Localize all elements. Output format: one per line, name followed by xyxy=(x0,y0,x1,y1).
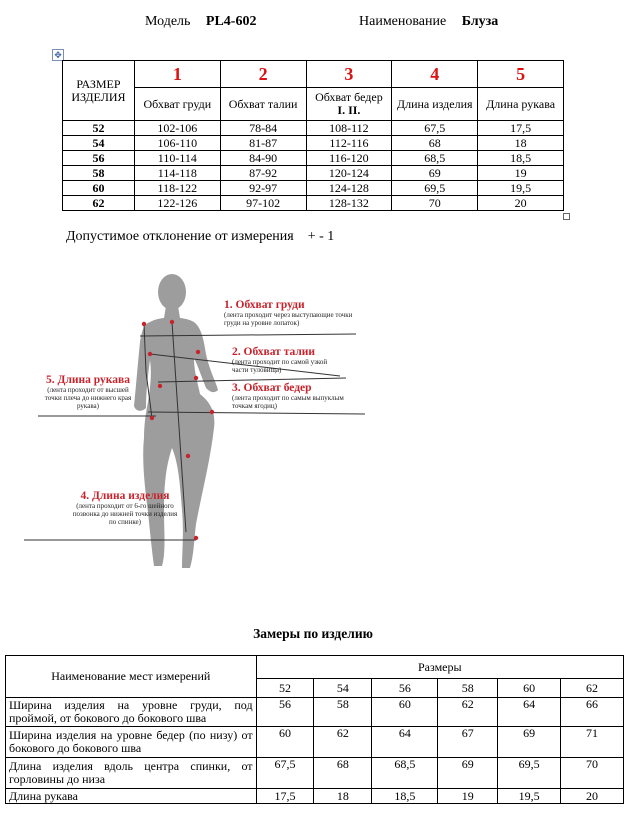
size-cell: 58 xyxy=(63,166,135,181)
value-cell: 69 xyxy=(392,166,478,181)
annotation-sleeve: 5. Длина рукава (лента проходит от высшей точки плеча до нижнего края рукава) xyxy=(44,374,132,410)
table-row xyxy=(63,151,564,166)
size-cell: 52 xyxy=(63,121,135,136)
value-cell: 19,5 xyxy=(478,181,564,196)
value-cell: 67 xyxy=(438,727,498,758)
value-cell: 110-114 xyxy=(134,151,220,166)
model-label: Модель xyxy=(145,14,191,29)
table-row xyxy=(6,698,624,727)
value-cell: 20 xyxy=(561,789,624,804)
size-column-header: 56 xyxy=(372,679,438,698)
value-cell: 17,5 xyxy=(478,121,564,136)
value-cell: 70 xyxy=(392,196,478,211)
size-cell: 62 xyxy=(63,196,135,211)
annotation-waist: 2. Обхват талии (лента проходит по самой узкой части туловища) xyxy=(232,346,328,374)
column-number: 4 xyxy=(392,61,478,88)
measurement-name: Длина изделия вдоль центра спинки, от горловины до низа xyxy=(6,758,257,789)
value-cell: 78-84 xyxy=(220,121,306,136)
value-cell: 81-87 xyxy=(220,136,306,151)
value-cell: 62 xyxy=(438,698,498,727)
value-cell: 69 xyxy=(438,758,498,789)
annotation-bust: 1. Обхват груди (лента проходит через выступающие точки груди на уровне лопаток) xyxy=(224,299,353,327)
column-number: 1 xyxy=(134,61,220,88)
value-cell: 116-120 xyxy=(306,151,392,166)
size-column-header: 58 xyxy=(438,679,498,698)
value-cell: 71 xyxy=(561,727,624,758)
value-cell: 18 xyxy=(314,789,372,804)
value-cell: 64 xyxy=(372,727,438,758)
annotation-length: 4. Длина изделия (лента проходит от 6-го шейного позвонка до нижней точки изделия по спинке) xyxy=(72,490,178,526)
column-number: 3 xyxy=(306,61,392,88)
table-row xyxy=(6,727,624,758)
table-resize-handle[interactable] xyxy=(563,213,570,220)
value-cell: 106-110 xyxy=(134,136,220,151)
size-cell: 60 xyxy=(63,181,135,196)
value-cell: 67,5 xyxy=(392,121,478,136)
value-cell: 84-90 xyxy=(220,151,306,166)
value-cell: 128-132 xyxy=(306,196,392,211)
value-cell: 112-116 xyxy=(306,136,392,151)
value-cell: 18 xyxy=(478,136,564,151)
name-header xyxy=(359,14,498,30)
value-cell: 19 xyxy=(438,789,498,804)
value-cell: 18,5 xyxy=(478,151,564,166)
column-header: Обхват бедер I. II. xyxy=(306,88,392,121)
size-column-header: 60 xyxy=(498,679,561,698)
value-cell: 56 xyxy=(256,698,314,727)
table-row xyxy=(6,758,624,789)
value-cell: 64 xyxy=(498,698,561,727)
tolerance-note: Допустимое отклонение от измерения + - 1 xyxy=(66,229,335,244)
value-cell: 20 xyxy=(478,196,564,211)
value-cell: 67,5 xyxy=(256,758,314,789)
value-cell: 68,5 xyxy=(392,151,478,166)
value-cell: 60 xyxy=(372,698,438,727)
name-value: Блуза xyxy=(461,14,499,29)
value-cell: 17,5 xyxy=(256,789,314,804)
measurement-name: Длина рукава xyxy=(6,789,257,804)
size-column-header: 54 xyxy=(314,679,372,698)
table-row xyxy=(63,121,564,136)
value-cell: 97-102 xyxy=(220,196,306,211)
column-number: 5 xyxy=(478,61,564,88)
value-cell: 66 xyxy=(561,698,624,727)
column-header: Обхват талии xyxy=(220,88,306,121)
value-cell: 118-122 xyxy=(134,181,220,196)
value-cell: 69,5 xyxy=(392,181,478,196)
value-cell: 68 xyxy=(392,136,478,151)
size-cell: 54 xyxy=(63,136,135,151)
value-cell: 92-97 xyxy=(220,181,306,196)
measurement-name: Ширина изделия на уровне груди, под проймой, от бокового до бокового шва xyxy=(6,698,257,727)
column-number: 2 xyxy=(220,61,306,88)
table-row xyxy=(6,789,624,804)
value-cell: 102-106 xyxy=(134,121,220,136)
table-row xyxy=(63,196,564,211)
value-cell: 124-128 xyxy=(306,181,392,196)
table-row xyxy=(63,181,564,196)
annotation-hips: 3. Обхват бедер (лента проходит по самым выпуклым точкам ягодиц) xyxy=(232,382,344,410)
column-header: Длина изделия xyxy=(392,88,478,121)
value-cell: 114-118 xyxy=(134,166,220,181)
value-cell: 120-124 xyxy=(306,166,392,181)
value-cell: 68,5 xyxy=(372,758,438,789)
size-header-cell: РАЗМЕР ИЗДЕЛИЯ xyxy=(63,61,135,121)
table-row xyxy=(63,136,564,151)
size-column-header: 52 xyxy=(256,679,314,698)
model-header xyxy=(145,14,256,30)
value-cell: 87-92 xyxy=(220,166,306,181)
table-row xyxy=(63,166,564,181)
value-cell: 18,5 xyxy=(372,789,438,804)
size-column-header: 62 xyxy=(561,679,624,698)
name-label: Наименование xyxy=(359,14,447,29)
column-header: Длина рукава xyxy=(478,88,564,121)
size-table xyxy=(62,60,564,211)
table-move-handle-icon[interactable]: ✥ xyxy=(52,49,64,61)
value-cell: 122-126 xyxy=(134,196,220,211)
value-cell: 68 xyxy=(314,758,372,789)
column-header: Обхват груди xyxy=(134,88,220,121)
value-cell: 58 xyxy=(314,698,372,727)
value-cell: 62 xyxy=(314,727,372,758)
value-cell: 69 xyxy=(498,727,561,758)
measurements-title: Замеры по изделию xyxy=(253,626,373,641)
value-cell: 19,5 xyxy=(498,789,561,804)
model-value: PL4-602 xyxy=(205,14,257,29)
value-cell: 60 xyxy=(256,727,314,758)
value-cell: 69,5 xyxy=(498,758,561,789)
value-cell: 70 xyxy=(561,758,624,789)
measurement-name: Ширина изделия на уровне бедер (по низу) от бокового до бокового шва xyxy=(6,727,257,758)
size-cell: 56 xyxy=(63,151,135,166)
value-cell: 108-112 xyxy=(306,121,392,136)
name-header-cell: Наименование мест измерений xyxy=(6,656,257,698)
sizes-header-cell: Размеры xyxy=(256,656,623,679)
measurements-table xyxy=(5,655,624,804)
value-cell: 19 xyxy=(478,166,564,181)
